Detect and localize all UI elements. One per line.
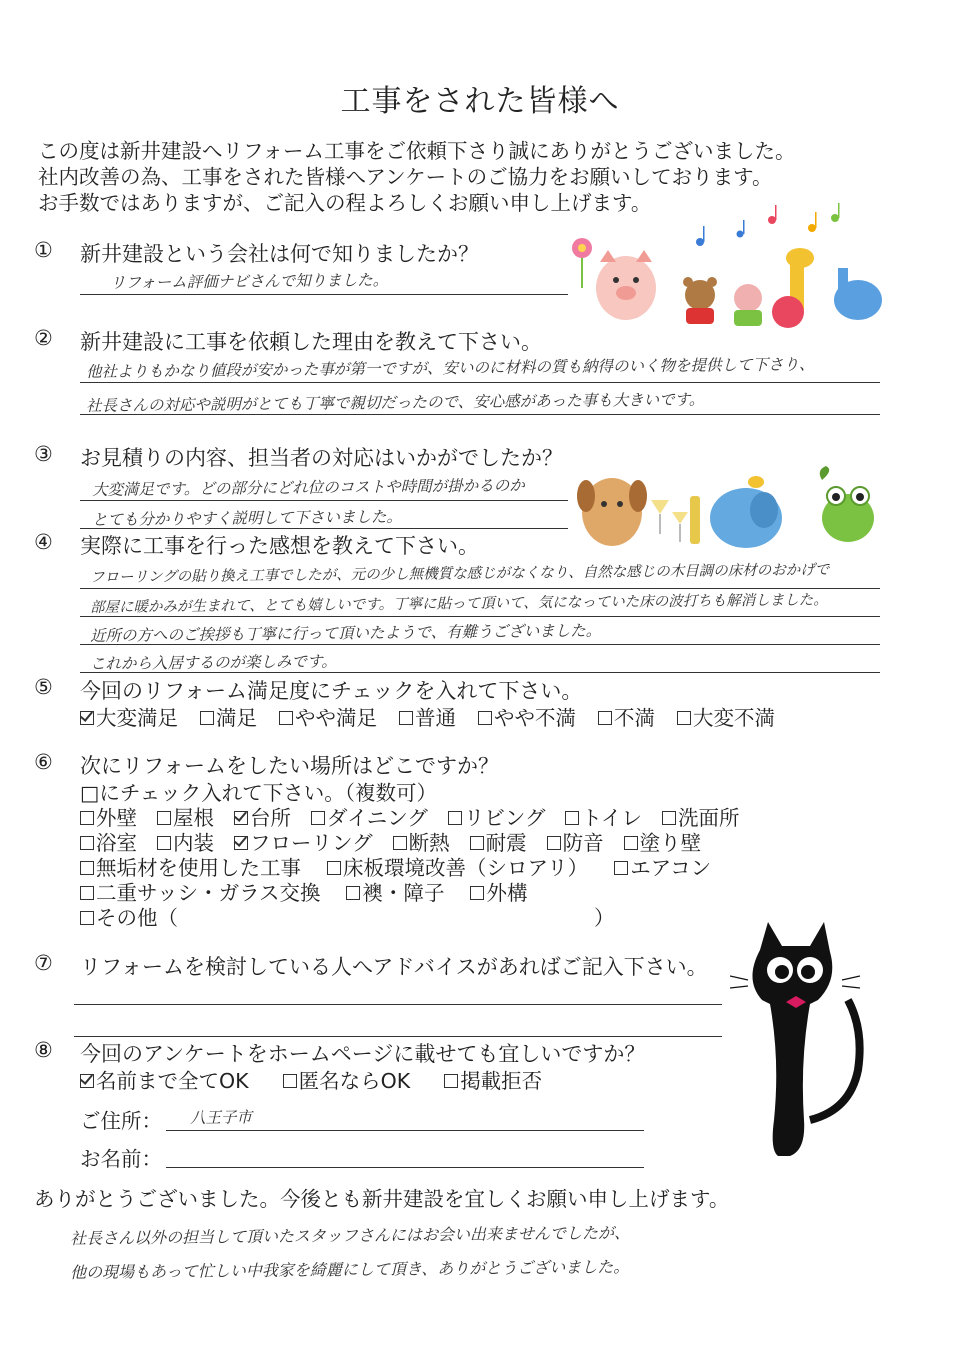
checkbox[interactable] xyxy=(80,836,94,850)
place-option[interactable]: 洗面所 xyxy=(662,801,740,831)
name-label: お名前： xyxy=(80,1147,162,1171)
dog-elephant-frog-illustration xyxy=(576,460,886,555)
answer-line xyxy=(80,382,880,383)
intro-line: 社内改善の為、工事をされた皆様へアンケートのご協力をお願いしております。 xyxy=(38,165,773,189)
place-option[interactable]: 浴室 xyxy=(80,826,137,856)
question-3: お見積りの内容、担当者の対応はいかがでしたか？ xyxy=(80,446,563,470)
place-option[interactable]: トイレ xyxy=(565,801,641,831)
music-note-icon xyxy=(768,205,777,224)
music-note-icon xyxy=(831,203,840,222)
publish-option[interactable]: 掲載拒否 xyxy=(444,1064,542,1094)
question-number: ⑦ xyxy=(34,951,53,975)
frog-icon xyxy=(820,466,874,542)
checkbox[interactable] xyxy=(80,861,94,875)
checkbox[interactable] xyxy=(80,911,94,925)
checkbox[interactable] xyxy=(624,836,638,850)
place-option[interactable]: 耐震 xyxy=(470,826,527,856)
checkbox[interactable] xyxy=(470,836,484,850)
checkbox-checked[interactable] xyxy=(80,1074,94,1088)
answer-1: リフォーム評価ナビさんで知りました。 xyxy=(109,271,389,292)
publish-option[interactable]: 匿名ならOK xyxy=(283,1064,411,1094)
place-option[interactable]: エアコン xyxy=(614,851,711,881)
place-option[interactable]: 二重サッシ・ガラス交換 xyxy=(80,876,320,906)
animal-band-illustration xyxy=(560,200,890,340)
question-5: 今回のリフォーム満足度にチェックを入れて下さい。 xyxy=(80,679,583,703)
question-1: 新井建設という会社は何で知りましたか？ xyxy=(80,242,479,266)
giraffe-icon xyxy=(772,248,814,328)
checkbox[interactable] xyxy=(444,1074,458,1088)
checkbox[interactable] xyxy=(677,711,691,725)
answer-line xyxy=(80,672,880,673)
question-number: ⑥ xyxy=(34,750,53,774)
bear-icon xyxy=(683,277,717,324)
dog-icon xyxy=(577,478,647,546)
question-7: リフォームを検討している人へアドバイスがあればご記入下さい。 xyxy=(80,955,708,979)
satisfaction-option[interactable]: 不満 xyxy=(598,701,655,731)
answer-4-line1: フローリングの貼り換え工事でしたが、元の少し無機質な感じがなくなり、自然な感じの木目調の床材のおかげで xyxy=(89,562,830,586)
satisfaction-option[interactable]: 満足 xyxy=(200,701,257,731)
elephant-icon xyxy=(834,268,882,320)
postscript-line2: 他の現場もあって忙しい中我家を綺麗にして頂き、ありがとうございました。 xyxy=(69,1257,630,1282)
place-option[interactable]: 屋根 xyxy=(157,801,214,831)
checkbox[interactable] xyxy=(598,711,612,725)
checkbox[interactable] xyxy=(448,811,462,825)
checkbox[interactable] xyxy=(157,811,171,825)
place-option[interactable]: リビング xyxy=(448,801,546,831)
place-option[interactable]: フローリング xyxy=(234,826,373,856)
checkbox[interactable] xyxy=(565,811,579,825)
answer-line xyxy=(74,1036,722,1037)
question-6: 次にリフォームをしたい場所はどこですか？ xyxy=(80,754,499,778)
publish-option[interactable]: 名前まで全てOK xyxy=(80,1064,249,1094)
place-option[interactable]: 台所 xyxy=(234,801,291,831)
checkbox[interactable] xyxy=(283,1074,297,1088)
checkbox[interactable] xyxy=(80,811,94,825)
question-2: 新井建設に工事を依頼した理由を教えて下さい。 xyxy=(80,330,542,354)
checkbox[interactable] xyxy=(200,711,214,725)
satisfaction-options xyxy=(80,701,775,731)
checkbox[interactable] xyxy=(547,836,561,850)
black-cat-illustration xyxy=(730,920,880,1160)
pig-icon xyxy=(596,250,656,320)
place-option[interactable]: ダイニング xyxy=(311,801,428,831)
checkbox[interactable] xyxy=(157,836,171,850)
checkbox[interactable] xyxy=(327,861,341,875)
checkbox-checked[interactable] xyxy=(234,811,248,825)
question-number: ⑤ xyxy=(34,675,53,699)
satisfaction-option[interactable]: 大変不満 xyxy=(677,701,775,731)
postscript-line1: 社長さん以外の担当して頂いたスタッフさんにはお会い出来ませんでしたが、 xyxy=(69,1223,631,1248)
satisfaction-option[interactable]: 大変満足 xyxy=(80,701,178,731)
page-title: 工事をされた皆様へ xyxy=(340,84,620,119)
question-6-sub: □にチェック入れて下さい。（複数可） xyxy=(80,781,438,805)
answer-line xyxy=(80,528,568,529)
checkbox[interactable] xyxy=(478,711,492,725)
question-number: ① xyxy=(34,238,53,262)
intro-line: お手数ではありますが、ご記入の程よろしくお願い申し上げます。 xyxy=(38,191,652,215)
answer-4-line2: 部屋に暖かみが生まれて、とても嬉しいです。丁寧に貼って頂いて、気になっていた床の波打ちも解消しました。 xyxy=(89,592,828,616)
checkbox[interactable] xyxy=(311,811,325,825)
place-option[interactable]: 断熱 xyxy=(393,826,450,856)
answer-line xyxy=(80,414,880,415)
place-option[interactable]: 外壁 xyxy=(80,801,137,831)
answer-line xyxy=(80,616,880,617)
champagne-icon xyxy=(651,496,700,544)
address-label: ご住所： xyxy=(80,1109,162,1133)
answer-line xyxy=(74,1004,722,1005)
question-number: ② xyxy=(34,326,53,350)
place-option[interactable]: 無垢材を使用した工事 xyxy=(80,851,301,881)
place-option[interactable]: 床板環境改善（シロアリ） xyxy=(327,851,588,881)
answer-2-line1: 他社よりもかなり値段が安かった事が第一ですが、安いのに材料の質も納得のいく物を提供して下さり、 xyxy=(85,355,815,381)
answer-line xyxy=(80,500,568,501)
answer-3-line2: とても分かりやすく説明して下さいました。 xyxy=(91,507,403,529)
satisfaction-option[interactable]: やや不満 xyxy=(478,701,576,731)
intro-line: この度は新井建設へリフォーム工事をご依頼下さり誠にありがとうございました。 xyxy=(38,139,796,163)
place-option[interactable]: 塗り壁 xyxy=(624,826,702,856)
name-line xyxy=(166,1167,644,1168)
question-4: 実際に工事を行った感想を教えて下さい。 xyxy=(80,534,479,558)
flower-icon xyxy=(572,238,592,288)
elephant-icon xyxy=(710,476,782,548)
satisfaction-option[interactable]: 普通 xyxy=(399,701,456,731)
answer-line xyxy=(80,294,568,295)
checkbox[interactable] xyxy=(662,811,676,825)
address-line xyxy=(166,1130,644,1131)
place-option[interactable]: 外構 xyxy=(470,876,527,906)
cat-musician-icon xyxy=(734,284,762,326)
checkbox[interactable] xyxy=(80,886,94,900)
answer-4-line4: これから入居するのが楽しみです。 xyxy=(89,652,337,673)
place-option[interactable]: 襖・障子 xyxy=(346,876,444,906)
answer-3-line1: 大変満足です。どの部分にどれ位のコストや時間が掛かるのか xyxy=(91,476,525,499)
answer-2-line2: 社長さんの対応や説明がとても丁寧で親切だったので、安心感があった事も大きいです。 xyxy=(85,390,705,415)
other-close-paren: ） xyxy=(594,906,615,930)
question-number: ④ xyxy=(34,530,53,554)
checkbox[interactable] xyxy=(279,711,293,725)
checkbox[interactable] xyxy=(346,886,360,900)
music-note-icon xyxy=(737,220,745,238)
publish-options xyxy=(80,1064,542,1094)
checkbox-checked[interactable] xyxy=(234,836,248,850)
question-8: 今回のアンケートをホームページに載せても宜しいですか？ xyxy=(80,1042,646,1066)
checkbox[interactable] xyxy=(614,861,628,875)
closing-text: ありがとうございました。今後とも新井建設を宜しくお願い申し上げます。 xyxy=(34,1187,730,1211)
answer-4-line3: 近所の方へのご挨拶も丁寧に行って頂いたようで、有難うございました。 xyxy=(89,621,602,645)
checkbox[interactable] xyxy=(470,886,484,900)
music-note-icon xyxy=(696,226,705,246)
satisfaction-option[interactable]: やや満足 xyxy=(279,701,377,731)
checkbox[interactable] xyxy=(399,711,413,725)
address-value: 八王子市 xyxy=(189,1108,253,1127)
place-option[interactable]: 内装 xyxy=(157,826,214,856)
question-number: ⑧ xyxy=(34,1038,53,1062)
checkbox-checked[interactable] xyxy=(80,711,94,725)
music-note-icon xyxy=(808,212,817,232)
place-option[interactable]: 防音 xyxy=(547,826,604,856)
question-number: ③ xyxy=(34,442,53,466)
answer-line xyxy=(80,644,880,645)
checkbox[interactable] xyxy=(393,836,407,850)
place-option-other[interactable]: その他（ xyxy=(80,901,178,931)
